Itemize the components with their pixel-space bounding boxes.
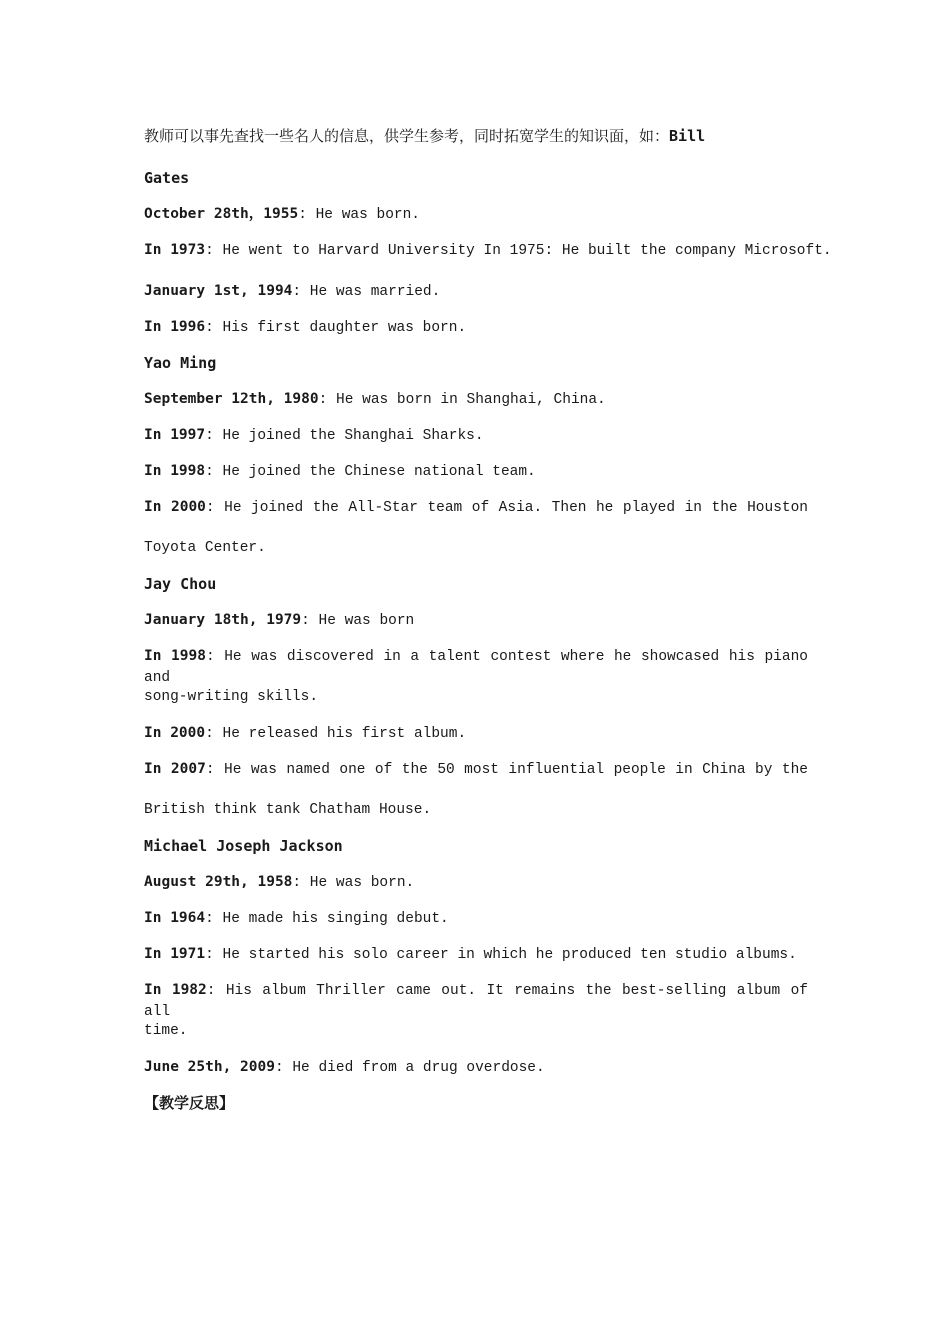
entry-date: In 1997 <box>144 427 206 443</box>
entry-date: In 1982 <box>144 982 207 998</box>
entry-date: In 2007 <box>144 761 206 777</box>
entry-continuation: Toyota Center. <box>144 540 266 556</box>
entry-date: In 1973 <box>144 242 206 258</box>
timeline-entry <box>144 723 808 744</box>
entry-text: : He joined the Chinese national team. <box>205 464 536 480</box>
entry-text: : He died from a drug overdose. <box>274 1060 545 1076</box>
timeline-entry <box>144 872 808 893</box>
timeline-entry <box>144 610 808 631</box>
entry-text: : He was discovered in a talent contest where he showcased his piano and <box>144 649 808 686</box>
entry-text: : He was born <box>301 613 415 629</box>
entry-text: : He went to Harvard University In 1975: He built the company Microsoft. <box>205 243 832 259</box>
entry-text: : He joined the Shanghai Sharks. <box>205 428 484 444</box>
timeline-entry <box>144 908 808 929</box>
entry-date: In 2000 <box>144 499 206 515</box>
entry-date: In 1971 <box>144 946 206 962</box>
timeline-entry <box>144 646 808 686</box>
person-name: Jay Chou <box>144 575 217 593</box>
timeline-entry <box>144 944 808 965</box>
person-name: Michael Joseph Jackson <box>144 837 343 855</box>
timeline-entry <box>144 461 808 482</box>
timeline-entry <box>144 204 808 225</box>
entry-continuation: British think tank Chatham House. <box>144 802 432 818</box>
timeline-entry <box>144 240 832 261</box>
timeline-entry <box>144 281 808 302</box>
entry-date: In 1998 <box>144 463 206 479</box>
entry-date: In 1998 <box>144 648 206 664</box>
entry-date: October 28th，1955 <box>144 206 299 222</box>
entry-text: : His album Thriller came out. It remains the best-selling album of all <box>144 983 809 1020</box>
intro-name-start: Bill <box>669 127 706 145</box>
timeline-entry <box>144 389 808 410</box>
entry-date: June 25th, 2009 <box>144 1059 275 1075</box>
entry-text: : He joined the All-Star team of Asia. Then he played in the Houston <box>205 500 809 516</box>
entry-text: : He released his first album. <box>205 726 467 742</box>
person-name: Gates <box>144 169 190 187</box>
entry-continuation: time. <box>144 1023 188 1039</box>
entry-text: : He was born. <box>298 207 421 223</box>
entry-text: : He was born. <box>292 875 415 891</box>
entry-text: : He made his singing debut. <box>205 911 449 927</box>
entry-text: : He was named one of the 50 most influential people in China by the <box>205 762 808 778</box>
timeline-entry <box>144 1057 808 1078</box>
section-heading: 【教学反思】 <box>144 1094 235 1112</box>
entry-text: : His first daughter was born. <box>205 320 467 336</box>
timeline-entry <box>144 759 808 779</box>
entry-date: In 1996 <box>144 319 206 335</box>
intro-text: 教师可以事先查找一些名人的信息，供学生参考，同时拓宽学生的知识面，如： <box>144 127 670 145</box>
entry-date: In 1964 <box>144 910 206 926</box>
entry-date: January 1st, 1994 <box>144 283 293 299</box>
timeline-entry <box>144 980 809 1020</box>
entry-text: : He was born in Shanghai, China. <box>318 392 606 408</box>
entry-text: : He was married. <box>292 284 441 300</box>
entry-date: September 12th, 1980 <box>144 391 319 407</box>
entry-continuation: song-writing skills. <box>144 689 319 705</box>
intro-paragraph <box>144 126 808 146</box>
entry-date: January 18th, 1979 <box>144 612 302 628</box>
person-name: Yao Ming <box>144 354 217 372</box>
timeline-entry <box>144 425 808 446</box>
entry-date: In 2000 <box>144 725 206 741</box>
timeline-entry <box>144 497 808 517</box>
entry-date: August 29th, 1958 <box>144 874 293 890</box>
entry-text: : He started his solo career in which he produced ten studio albums. <box>205 947 797 963</box>
timeline-entry <box>144 317 808 338</box>
